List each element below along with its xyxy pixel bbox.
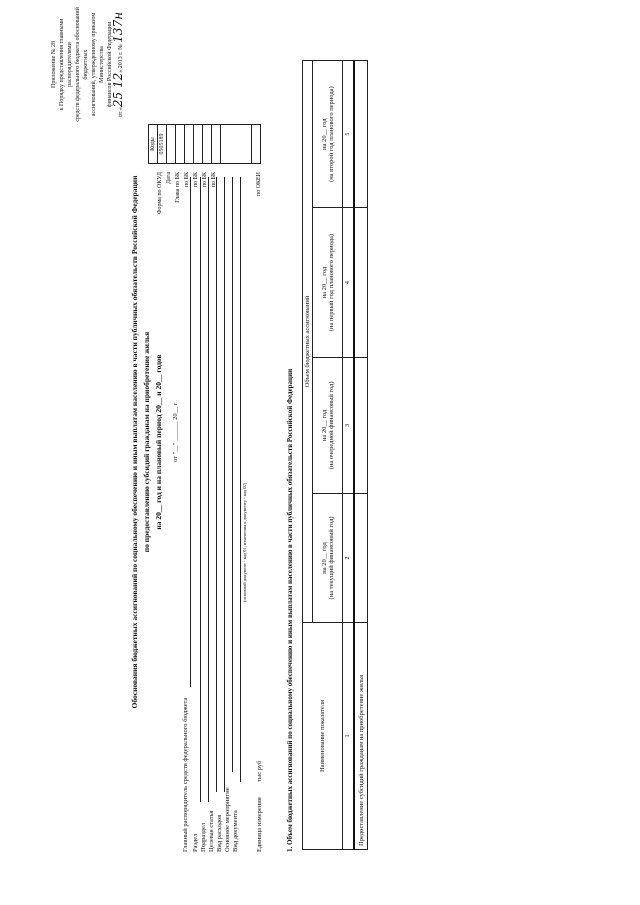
section-1-title: 1. Объем бюджетных ассигнований по социальному обеспечению и иным выплатам населению в части публичных обязательств Российской Федерации	[286, 368, 294, 852]
appendix-line: финансов Российской Федерации	[107, 21, 113, 108]
code-cell	[221, 125, 252, 164]
field-line	[240, 177, 241, 782]
codes-label: по БК	[202, 172, 208, 188]
unit-label: Единица измерения	[256, 797, 263, 852]
code-cell	[167, 125, 176, 164]
code-cell	[212, 125, 221, 164]
column-header-year: на 20__ год (на второй год планового периода)	[313, 61, 343, 208]
codes-label: Форма по ОКУД	[157, 172, 163, 215]
column-number: 2	[343, 493, 355, 622]
document-title-line1: Обоснования бюджетных ассигнований по социальному обеспечению и иным выплатам населению в части публичных обязательств Российской Федерации	[130, 175, 139, 709]
document-type-hint: (основной документ - код 01; изменения к документу - код 02)	[242, 482, 247, 602]
code-cell: 0505189	[158, 125, 167, 164]
code-cell	[185, 125, 194, 164]
appendix-header	[50, 0, 125, 132]
column-header-year: на 20__ год (на первый год планового периода)	[313, 208, 343, 358]
document-title-line3: на 20__ год и на плановый период 20__ и 20__ годов	[154, 354, 163, 530]
codes-label: по БК	[211, 172, 217, 188]
field-label: Главный распорядитель средств федерального бюджета	[182, 697, 189, 852]
column-number: 5	[343, 61, 355, 208]
code-cell	[194, 125, 203, 164]
field-label: Вид документа	[232, 810, 239, 852]
handwritten-date: 25 12	[111, 72, 125, 108]
codes-label: Дата	[166, 172, 172, 184]
data-cell	[354, 208, 368, 358]
unit-value: тыс руб	[256, 760, 263, 782]
appendix-line: средств федерального бюджета обоснований бюджетных	[75, 7, 89, 122]
codes-label: по ОКЕИ	[256, 172, 262, 197]
appendix-line: ассигнований, утвержденному приказом Министерства	[91, 12, 105, 117]
field-label: Целевая статья	[208, 810, 215, 852]
field-label: Вид расходов	[216, 814, 223, 852]
document-title-line2: по предоставлению субсидий гражданам на приобретение жилья	[142, 331, 151, 553]
from-date: от "__" ______ 20__ г	[172, 402, 179, 462]
handwritten-order-number: 137н	[111, 11, 125, 43]
appendix-line: к Порядку представления главными распорядителями	[59, 18, 73, 111]
field-line	[200, 177, 201, 802]
field-label: Основное мероприятие	[224, 787, 231, 852]
codes-label: по БК	[184, 172, 190, 188]
column-header-year: на 20__ год (на очередной финансовый год)	[313, 357, 343, 493]
field-line	[190, 177, 191, 687]
codes-header: Коды	[149, 125, 158, 164]
field-line	[232, 177, 233, 772]
code-cell	[203, 125, 212, 164]
field-line	[224, 177, 225, 792]
field-line	[208, 177, 209, 802]
rotated-document-page	[20, 2, 620, 882]
data-cell	[354, 493, 368, 622]
code-cell	[252, 125, 261, 164]
field-line	[216, 177, 217, 792]
code-cell	[176, 125, 185, 164]
column-header-year: на 20__ год (на текущий финансовый год)	[313, 493, 343, 622]
codes-table	[148, 124, 261, 164]
row-label: Предоставление субсидий гражданам на приобретение жилья	[354, 623, 368, 850]
column-number: 1	[343, 623, 355, 850]
column-number: 3	[343, 357, 355, 493]
appendix-date-line: от «25 12» 2013 г. № 137н	[111, 11, 125, 118]
budget-allocations-table	[302, 60, 368, 850]
field-label: Подраздел	[200, 822, 207, 852]
data-cell	[354, 61, 368, 208]
column-header-name: Наименование показателя	[303, 623, 343, 850]
column-group-header: Объем бюджетных ассигнований	[303, 61, 313, 623]
column-number: 4	[343, 208, 355, 358]
codes-label: по БК	[193, 172, 199, 188]
appendix-number: Приложение № 28	[51, 41, 57, 88]
data-cell	[354, 357, 368, 493]
field-label: Раздел	[192, 833, 199, 852]
codes-label: Глава по БК	[175, 172, 181, 203]
